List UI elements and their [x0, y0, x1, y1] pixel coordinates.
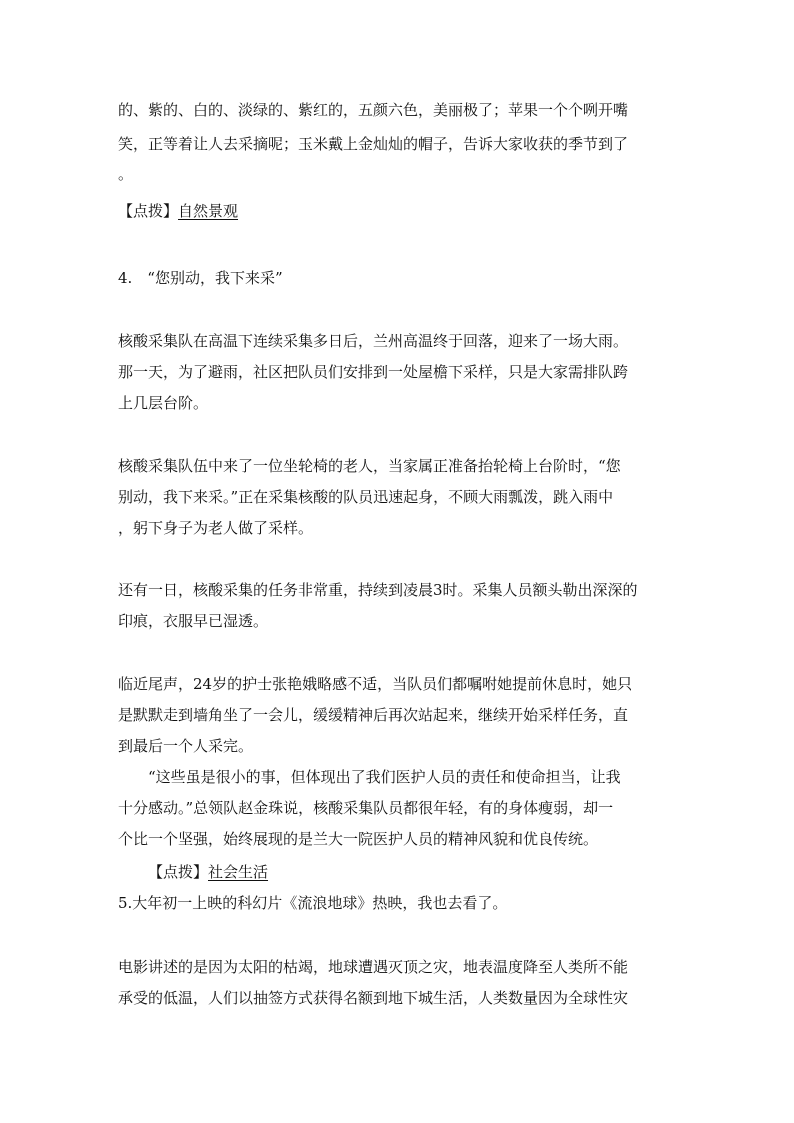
tip-social-life [148, 862, 268, 882]
paragraph-line: 那一天，为了避雨，社区把队员们安排到一处屋檐下采样，只是大家需排队跨 [118, 363, 629, 381]
section-heading-5: 5.大年初一上映的科幻片《流浪地球》热映，我也去看了。 [118, 894, 508, 912]
paragraph-line: 上几层台阶。 [118, 394, 209, 412]
tip-label: 【点拨】 [148, 863, 209, 881]
tip-natural-scenery [118, 201, 238, 221]
paragraph-line: 承受的低温，人们以抽签方式获得名额到地下城生活，人类数量因为全球性灾 [118, 989, 629, 1007]
paragraph-line: ，躬下身子为老人做了采样。 [118, 519, 314, 537]
paragraph-line: 电影讲述的是因为太阳的枯竭，地球遭遇灭顶之灾，地表温度降至人类所不能 [118, 958, 629, 976]
paragraph-line: 到最后一个人采完。 [118, 737, 254, 755]
paragraph-line: 还有一日，核酸采集的任务非常重，持续到凌晨3时。采集人员额头勒出深深的 [118, 581, 638, 599]
tip-value: 自然景观 [178, 202, 239, 220]
paragraph-line: 个比一个坚强，始终展现的是兰大一院医护人员的精神风貌和优良传统。 [118, 830, 599, 848]
paragraph-line: 印痕，衣服早已湿透。 [118, 612, 269, 630]
paragraph-line: 。 [118, 165, 134, 183]
paragraph-line: 临近尾声，24岁的护士张艳娥略感不适，当队员们都嘱咐她提前休息时，她只 [118, 675, 633, 693]
paragraph-line: 十分感动。”总领队赵金珠说，核酸采集队员都很年轻，有的身体瘦弱，却一 [118, 799, 614, 817]
paragraph-line: 笑，正等着让人去采摘呢；玉米戴上金灿灿的帽子，告诉大家收获的季节到了 [118, 135, 629, 153]
section-heading-4: 4. “您别动，我下来采” [118, 269, 283, 287]
tip-value: 社会生活 [208, 863, 269, 881]
paragraph-line: 核酸采集队伍中来了一位坐轮椅的老人，当家属正准备抬轮椅上台阶时，“您 [118, 457, 621, 475]
tip-label: 【点拨】 [118, 202, 179, 220]
paragraph-line: 核酸采集队在高温下连续采集多日后，兰州高温终于回落，迎来了一场大雨。 [118, 332, 629, 350]
paragraph-line: 别动，我下来采。”正在采集核酸的队员迅速起身，不顾大雨瓢泼，跳入雨中 [118, 488, 614, 506]
paragraph-line: 的、紫的、白的、淡绿的、紫红的，五颜六色，美丽极了；苹果一个个咧开嘴 [118, 101, 629, 119]
paragraph-line: “这些虽是很小的事，但体现出了我们医护人员的责任和使命担当，让我 [118, 768, 621, 786]
paragraph-line: 是默默走到墙角坐了一会儿，缓缓精神后再次站起来，继续开始采样任务，直 [118, 706, 629, 724]
